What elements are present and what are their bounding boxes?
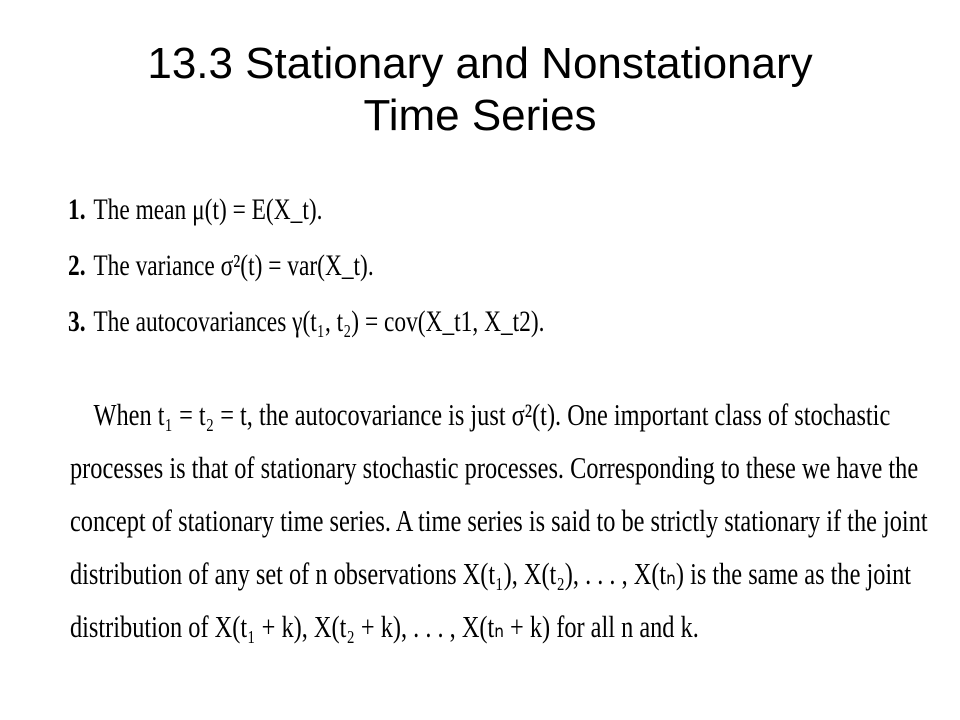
- slide-title-line-1: 13.3 Stationary and Nonstationary: [147, 39, 813, 88]
- list-text: The variance σ²(t) = var(X_t).: [93, 249, 374, 282]
- stationarity-paragraph: [70, 388, 928, 653]
- paragraph-line: concept of stationary time series. A time series is said to be strictly stationary if the joint: [70, 503, 928, 538]
- list-number: 2.: [68, 249, 86, 282]
- paragraph-line: processes is that of stationary stochastic processes. Corresponding to these we have the: [70, 450, 919, 485]
- paragraph-line: distribution of X(t₁ + k), X(t₂ + k), . . . , X(tₙ + k) for all n and k.: [70, 609, 699, 644]
- paragraph-line: When t₁ = t₂ = t, the autocovariance is just σ²(t). One important class of stochastic: [93, 397, 891, 432]
- slide-title: [0, 38, 960, 142]
- slide-title-line-2: Time Series: [363, 91, 597, 140]
- list-text: The autocovariances γ(t₁, t₂) = cov(X_t1, X_t2).: [93, 305, 545, 338]
- list-text: The mean μ(t) = E(X_t).: [93, 193, 323, 226]
- list-number: 3.: [68, 305, 86, 338]
- definition-list: [68, 186, 708, 354]
- list-item-mean: [68, 186, 708, 242]
- list-number: 1.: [68, 193, 86, 226]
- paragraph-line: distribution of any set of n observations X(t₁), X(t₂), . . . , X(tₙ) is the same as the joint: [70, 556, 912, 591]
- list-item-autocovariances: [68, 298, 708, 354]
- list-item-variance: [68, 242, 708, 298]
